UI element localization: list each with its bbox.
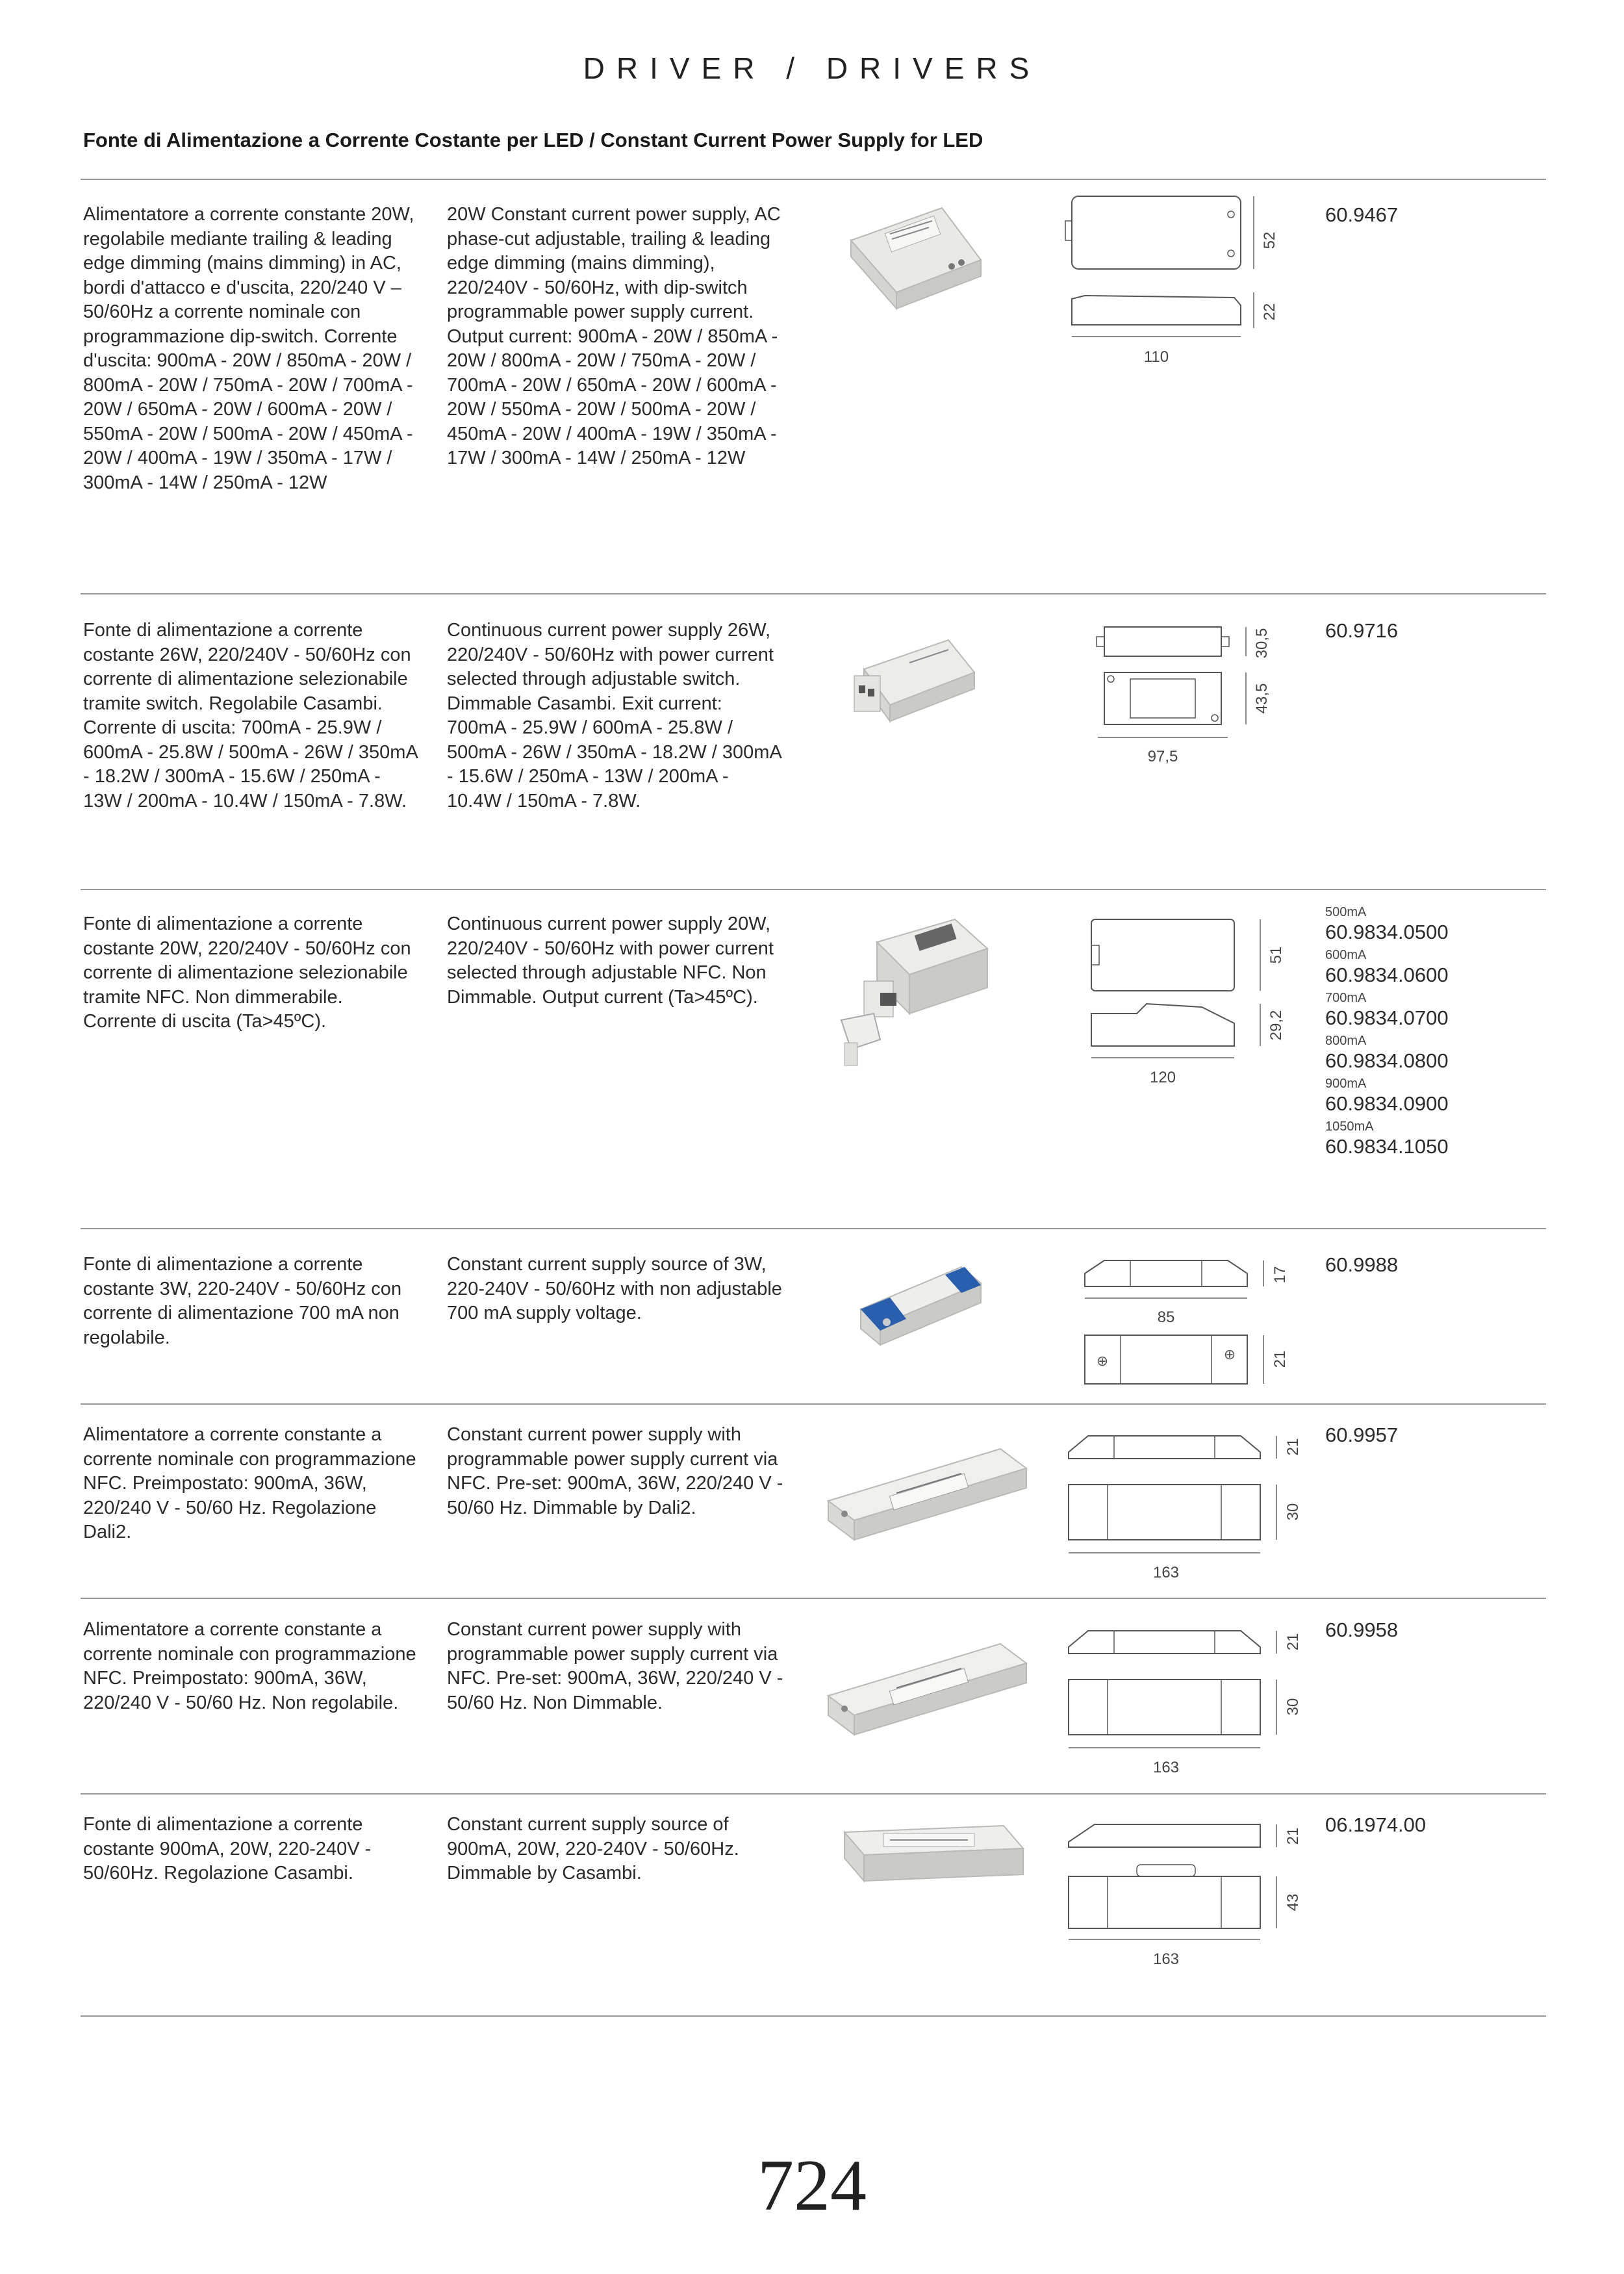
svg-text:⊕: ⊕ bbox=[1223, 1346, 1236, 1362]
description-it: Fonte di alimentazione a corrente costante 20W, 220/240V - 50/60Hz con corrente di alimentazione selezionabile tramite NFC. Non dimmerabile. Corrente di uscita (Ta>45ºC). bbox=[83, 913, 411, 1032]
dim-height: 51 bbox=[1267, 946, 1285, 964]
technical-drawing bbox=[1039, 1241, 1312, 1449]
product-code bbox=[1325, 1423, 1398, 1448]
description-en: Continuous current power supply 20W, 220/240V - 50/60Hz with power current selected through adjustable NFC. Non Dimmable. Output current (Ta>45ºC). bbox=[447, 913, 774, 1008]
description-it: Alimentatore a corrente constante 20W, regolabile mediante trailing & leading edge dimming (mains dimming) in AC, bordi d'attacco e d'uscita, 220/240 V – 50/60Hz a corrente nominale con programmazione dip-switch. Corrente d'uscita: 900mA - 20W / 850mA - 20W / 800mA - 20W / 750mA - 20W / 700mA - 20W / 650mA - 20W / 600mA - 20W / 550mA - 20W / 500mA - 20W / 450mA - 20W / 400mA - 19W / 350mA - 17W / 300mA - 14W / 250mA - 12W bbox=[83, 204, 414, 493]
code-value: 60.9958 bbox=[1325, 1618, 1399, 1641]
code-value: 60.9834.1050 bbox=[1325, 1135, 1449, 1158]
product-photo bbox=[825, 195, 994, 325]
svg-text:⊕: ⊕ bbox=[1096, 1353, 1109, 1369]
product-code bbox=[1325, 619, 1398, 643]
page-title: DRIVER / DRIVERS bbox=[583, 51, 1041, 85]
divider bbox=[81, 1598, 1546, 1599]
description-it: Alimentatore a corrente constante a corrente nominale con programmazione NFC. Preimpostato: 900mA, 36W, 220/240 V - 50/60 Hz. Regolazione Dali2. bbox=[83, 1424, 416, 1542]
page-number: 724 bbox=[757, 2145, 867, 2226]
product-code bbox=[1325, 203, 1398, 227]
dim-depth: 21 bbox=[1271, 1350, 1289, 1368]
technical-drawing bbox=[1039, 1806, 1325, 2001]
divider bbox=[81, 1228, 1546, 1229]
dim-depth: 43,5 bbox=[1253, 683, 1271, 714]
divider bbox=[81, 889, 1546, 890]
code-value: 60.9834.0500 bbox=[1325, 921, 1449, 943]
variant-current: 700mA bbox=[1325, 991, 1367, 1005]
description-it: Fonte di alimentazione a corrente costante 3W, 220-240V - 50/60Hz con corrente di alimentazione 700 mA non regolabile. bbox=[83, 1254, 402, 1348]
dim-height: 17 bbox=[1271, 1266, 1289, 1284]
technical-drawing bbox=[1039, 611, 1312, 819]
product-code bbox=[1325, 1813, 1426, 1837]
code-value: 60.9834.0700 bbox=[1325, 1006, 1449, 1029]
technical-drawing bbox=[1039, 188, 1312, 396]
product-photo bbox=[825, 624, 994, 754]
product-photo bbox=[825, 1813, 1033, 1904]
dim-length: 97,5 bbox=[1147, 748, 1178, 765]
dim-depth: 43 bbox=[1284, 1893, 1302, 1911]
description-en: Constant current power supply with programmable power supply current via NFC. Pre-set: 900mA, 36W, 220/240 V - 50/60 Hz. Dimmable by Dali2. bbox=[447, 1424, 783, 1518]
dim-depth: 29,2 bbox=[1267, 1010, 1285, 1041]
divider bbox=[81, 1403, 1546, 1405]
technical-drawing bbox=[1039, 910, 1312, 1118]
description-it: Fonte di alimentazione a corrente costante 900mA, 20W, 220-240V - 50/60Hz. Regolazione Casambi. bbox=[83, 1814, 372, 1884]
dim-height: 21 bbox=[1284, 1827, 1302, 1845]
variant-current: 1050mA bbox=[1325, 1119, 1374, 1134]
variant-current: 600mA bbox=[1325, 948, 1367, 962]
variant-current: 500mA bbox=[1325, 905, 1367, 919]
dim-length: 163 bbox=[1152, 1564, 1180, 1581]
dim-height: 30,5 bbox=[1253, 628, 1271, 659]
code-value: 06.1974.00 bbox=[1325, 1813, 1427, 1836]
product-code bbox=[1325, 1618, 1398, 1642]
dim-length: 85 bbox=[1157, 1309, 1175, 1326]
code-value: 60.9834.0900 bbox=[1325, 1092, 1449, 1115]
dim-length: 110 bbox=[1143, 348, 1169, 366]
section-subtitle: Fonte di Alimentazione a Corrente Costante per LED / Constant Current Power Supply for LED bbox=[83, 129, 983, 151]
description-en: Constant current power supply with programmable power supply current via NFC. Pre-set: 900mA, 36W, 220/240 V - 50/60 Hz. Non Dimmable. bbox=[447, 1619, 783, 1713]
divider bbox=[81, 593, 1546, 594]
divider bbox=[81, 2015, 1546, 2017]
divider bbox=[81, 1793, 1546, 1795]
code-value: 60.9834.0600 bbox=[1325, 964, 1449, 986]
variant-current: 900mA bbox=[1325, 1077, 1367, 1091]
code-value: 60.9957 bbox=[1325, 1424, 1399, 1446]
technical-drawing bbox=[1039, 1420, 1325, 1628]
dim-length: 163 bbox=[1152, 1759, 1180, 1776]
divider bbox=[81, 179, 1546, 180]
description-en: Continuous current power supply 26W, 220/240V - 50/60Hz with power current selected through adjustable switch. Dimmable Casambi. Exit current: 700mA - 25.9W / 600mA - 25.8W / 500mA - 26W / 350mA - 18.2W / 300mA - 15.6W / 250mA - 13W / 200mA - 10.4W / 150mA - 7.8W. bbox=[447, 620, 781, 811]
dim-length: 163 bbox=[1152, 1950, 1180, 1968]
product-photo bbox=[825, 1247, 994, 1364]
code-value: 60.9467 bbox=[1325, 203, 1399, 226]
code-value: 60.9988 bbox=[1325, 1253, 1399, 1276]
description-en: Constant current supply source of 3W, 220-240V - 50/60Hz with non adjustable 700 mA supply voltage. bbox=[447, 1254, 782, 1323]
dim-height: 21 bbox=[1284, 1438, 1302, 1456]
code-value: 60.9834.0800 bbox=[1325, 1049, 1449, 1072]
dim-height: 52 bbox=[1261, 231, 1278, 249]
description-en: Constant current supply source of 900mA, 20W, 220-240V - 50/60Hz. Dimmable by Casambi. bbox=[447, 1814, 739, 1884]
description-it: Fonte di alimentazione a corrente costante 26W, 220/240V - 50/60Hz con corrente di alimentazione selezionabile tramite switch. Regolabile Casambi. Corrente di uscita: 700mA - 25.9W / 600mA - 25.8W / 500mA - 26W / 350mA - 18.2W / 300mA - 15.6W / 250mA - 13W / 200mA - 10.4W / 150mA - 7.8W. bbox=[83, 620, 418, 811]
product-code-list bbox=[1325, 902, 1449, 1159]
description-en: 20W Constant current power supply, AC phase-cut adjustable, trailing & leading edge dimming (mains dimming), 220/240V - 50/60Hz, with dip-switch programmable power supply current. Output current: 900mA - 20W / 850mA - 20W / 800mA - 20W / 750mA - 20W / 700mA - 20W / 650mA - 20W / 600mA - 20W / 550mA - 20W / 500mA - 20W / 450mA - 20W / 400mA - 19W / 350mA - 17W / 300mA - 14W / 250mA - 12W bbox=[447, 204, 781, 468]
product-photo bbox=[825, 910, 994, 1079]
description-it: Alimentatore a corrente constante a corrente nominale con programmazione NFC. Preimpostato: 900mA, 36W, 220/240 V - 50/60 Hz. Non regolabile. bbox=[83, 1619, 416, 1713]
product-photo bbox=[818, 1423, 1033, 1566]
code-value: 60.9716 bbox=[1325, 619, 1399, 642]
dim-depth: 22 bbox=[1261, 303, 1278, 321]
technical-drawing bbox=[1039, 1615, 1325, 1822]
dim-depth: 30 bbox=[1284, 1698, 1302, 1716]
dim-depth: 30 bbox=[1284, 1503, 1302, 1521]
product-code bbox=[1325, 1253, 1398, 1277]
product-photo bbox=[818, 1618, 1033, 1761]
dim-length: 120 bbox=[1149, 1069, 1176, 1086]
variant-current: 800mA bbox=[1325, 1034, 1367, 1048]
dim-height: 21 bbox=[1284, 1633, 1302, 1651]
